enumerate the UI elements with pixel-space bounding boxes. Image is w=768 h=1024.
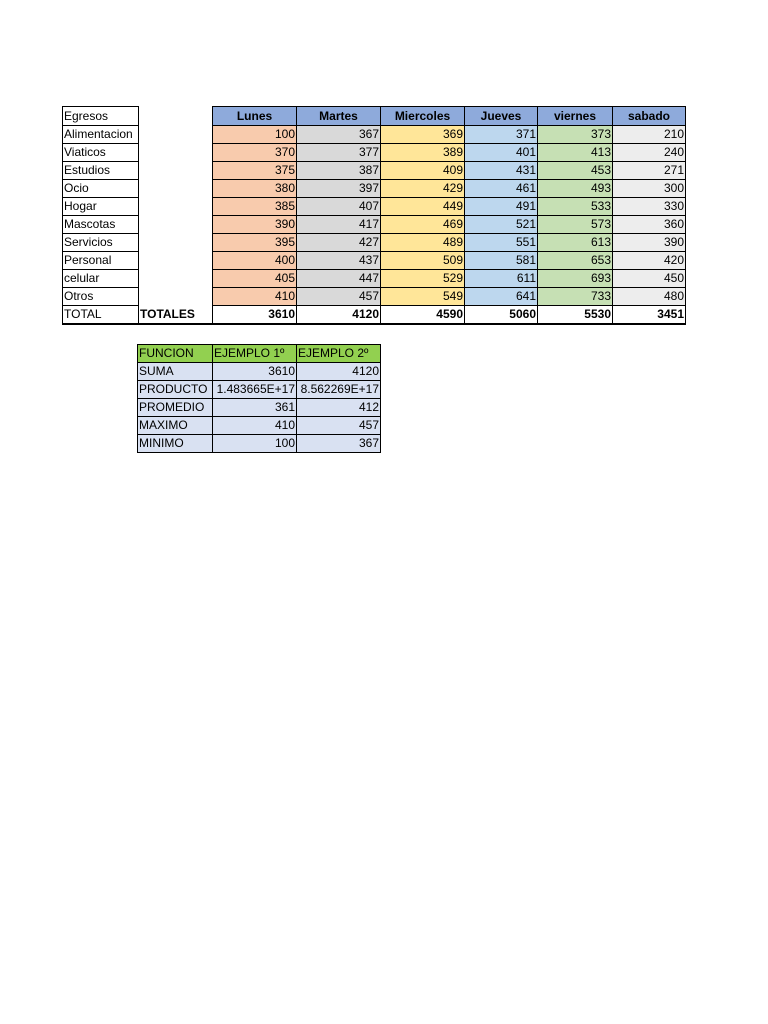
- category-label[interactable]: celular: [63, 270, 139, 288]
- category-label[interactable]: Viaticos: [63, 144, 139, 162]
- total-lunes[interactable]: 3610: [213, 306, 297, 325]
- empty-cell[interactable]: [139, 162, 213, 180]
- ejemplo-1-value[interactable]: 410: [213, 417, 297, 435]
- table-row: [63, 288, 686, 306]
- category-label[interactable]: Alimentacion: [63, 126, 139, 144]
- value-cell-miercoles[interactable]: 369: [381, 126, 465, 144]
- value-cell-sabado[interactable]: 210: [613, 126, 686, 144]
- table-row: [63, 216, 686, 234]
- value-cell-sabado[interactable]: 240: [613, 144, 686, 162]
- ejemplo-2-value[interactable]: 8.562269E+17: [297, 381, 381, 399]
- category-label[interactable]: Ocio: [63, 180, 139, 198]
- value-cell-martes[interactable]: 387: [297, 162, 381, 180]
- value-cell-miercoles[interactable]: 529: [381, 270, 465, 288]
- value-cell-martes[interactable]: 447: [297, 270, 381, 288]
- functions-header-row: [138, 345, 381, 363]
- category-label[interactable]: Hogar: [63, 198, 139, 216]
- value-cell-miercoles[interactable]: 509: [381, 252, 465, 270]
- value-cell-martes[interactable]: 407: [297, 198, 381, 216]
- total-sabado[interactable]: 3451: [613, 306, 686, 325]
- empty-cell[interactable]: [139, 270, 213, 288]
- ejemplo-1-value[interactable]: 361: [213, 399, 297, 417]
- value-cell-lunes[interactable]: 400: [213, 252, 297, 270]
- value-cell-sabado[interactable]: 450: [613, 270, 686, 288]
- day-header-jueves[interactable]: Jueves: [465, 107, 538, 126]
- value-cell-miercoles[interactable]: 469: [381, 216, 465, 234]
- expenses-table: [62, 106, 686, 325]
- value-cell-lunes[interactable]: 375: [213, 162, 297, 180]
- ejemplo-1-header[interactable]: EJEMPLO 1º: [213, 345, 297, 363]
- total-label[interactable]: TOTAL: [63, 306, 139, 325]
- function-label[interactable]: PRODUCTO: [138, 381, 213, 399]
- value-cell-martes[interactable]: 377: [297, 144, 381, 162]
- value-cell-viernes[interactable]: 533: [538, 198, 613, 216]
- value-cell-martes[interactable]: 417: [297, 216, 381, 234]
- category-label[interactable]: Personal: [63, 252, 139, 270]
- function-row: [138, 399, 381, 417]
- value-cell-lunes[interactable]: 395: [213, 234, 297, 252]
- total-jueves[interactable]: 5060: [465, 306, 538, 325]
- function-label[interactable]: MINIMO: [138, 435, 213, 453]
- ejemplo-1-value[interactable]: 1.483665E+17: [213, 381, 297, 399]
- day-header-sabado[interactable]: sabado: [613, 107, 686, 126]
- header-row: [63, 107, 686, 126]
- day-header-lunes[interactable]: Lunes: [213, 107, 297, 126]
- value-cell-viernes[interactable]: 693: [538, 270, 613, 288]
- value-cell-miercoles[interactable]: 489: [381, 234, 465, 252]
- totales-label[interactable]: TOTALES: [139, 306, 213, 325]
- ejemplo-2-value[interactable]: 367: [297, 435, 381, 453]
- value-cell-jueves[interactable]: 551: [465, 234, 538, 252]
- function-row: [138, 417, 381, 435]
- value-cell-viernes[interactable]: 573: [538, 216, 613, 234]
- empty-cell[interactable]: [139, 198, 213, 216]
- category-label[interactable]: Estudios: [63, 162, 139, 180]
- value-cell-lunes[interactable]: 390: [213, 216, 297, 234]
- empty-cell[interactable]: [139, 216, 213, 234]
- value-cell-viernes[interactable]: 493: [538, 180, 613, 198]
- value-cell-jueves[interactable]: 431: [465, 162, 538, 180]
- day-header-martes[interactable]: Martes: [297, 107, 381, 126]
- value-cell-sabado[interactable]: 390: [613, 234, 686, 252]
- value-cell-viernes[interactable]: 613: [538, 234, 613, 252]
- ejemplo-1-value[interactable]: 3610: [213, 363, 297, 381]
- value-cell-lunes[interactable]: 370: [213, 144, 297, 162]
- value-cell-viernes[interactable]: 453: [538, 162, 613, 180]
- ejemplo-2-value[interactable]: 4120: [297, 363, 381, 381]
- totals-row: [63, 306, 686, 325]
- ejemplo-2-value[interactable]: 457: [297, 417, 381, 435]
- value-cell-martes[interactable]: 367: [297, 126, 381, 144]
- functions-table: [137, 344, 381, 453]
- value-cell-sabado[interactable]: 300: [613, 180, 686, 198]
- total-viernes[interactable]: 5530: [538, 306, 613, 325]
- value-cell-martes[interactable]: 427: [297, 234, 381, 252]
- empty-cell[interactable]: [139, 180, 213, 198]
- empty-cell[interactable]: [139, 234, 213, 252]
- value-cell-sabado[interactable]: 360: [613, 216, 686, 234]
- value-cell-lunes[interactable]: 380: [213, 180, 297, 198]
- table-row: [63, 252, 686, 270]
- table-row: [63, 126, 686, 144]
- value-cell-lunes[interactable]: 405: [213, 270, 297, 288]
- empty-cell[interactable]: [139, 107, 213, 126]
- ejemplo-1-value[interactable]: 100: [213, 435, 297, 453]
- value-cell-jueves[interactable]: 641: [465, 288, 538, 306]
- function-row: [138, 363, 381, 381]
- value-cell-jueves[interactable]: 521: [465, 216, 538, 234]
- table-row: [63, 162, 686, 180]
- value-cell-miercoles[interactable]: 449: [381, 198, 465, 216]
- day-header-viernes[interactable]: viernes: [538, 107, 613, 126]
- value-cell-viernes[interactable]: 653: [538, 252, 613, 270]
- total-martes[interactable]: 4120: [297, 306, 381, 325]
- value-cell-viernes[interactable]: 413: [538, 144, 613, 162]
- table-row: [63, 234, 686, 252]
- value-cell-sabado[interactable]: 480: [613, 288, 686, 306]
- value-cell-sabado[interactable]: 420: [613, 252, 686, 270]
- ejemplo-2-value[interactable]: 412: [297, 399, 381, 417]
- table-row: [63, 198, 686, 216]
- value-cell-jueves[interactable]: 461: [465, 180, 538, 198]
- empty-cell[interactable]: [139, 288, 213, 306]
- value-cell-jueves[interactable]: 581: [465, 252, 538, 270]
- day-header-miercoles[interactable]: Miercoles: [381, 107, 465, 126]
- value-cell-jueves[interactable]: 611: [465, 270, 538, 288]
- value-cell-martes[interactable]: 457: [297, 288, 381, 306]
- category-label[interactable]: Otros: [63, 288, 139, 306]
- value-cell-sabado[interactable]: 330: [613, 198, 686, 216]
- value-cell-miercoles[interactable]: 389: [381, 144, 465, 162]
- function-row: [138, 435, 381, 453]
- value-cell-jueves[interactable]: 491: [465, 198, 538, 216]
- value-cell-miercoles[interactable]: 549: [381, 288, 465, 306]
- function-row: [138, 381, 381, 399]
- empty-cell[interactable]: [139, 126, 213, 144]
- table-row: [63, 180, 686, 198]
- total-miercoles[interactable]: 4590: [381, 306, 465, 325]
- corner-label[interactable]: Egresos: [63, 107, 139, 126]
- value-cell-lunes[interactable]: 385: [213, 198, 297, 216]
- ejemplo-2-header[interactable]: EJEMPLO 2º: [297, 345, 381, 363]
- value-cell-miercoles[interactable]: 429: [381, 180, 465, 198]
- value-cell-viernes[interactable]: 373: [538, 126, 613, 144]
- function-label[interactable]: MAXIMO: [138, 417, 213, 435]
- value-cell-jueves[interactable]: 401: [465, 144, 538, 162]
- value-cell-lunes[interactable]: 410: [213, 288, 297, 306]
- table-row: [63, 270, 686, 288]
- value-cell-sabado[interactable]: 271: [613, 162, 686, 180]
- value-cell-viernes[interactable]: 733: [538, 288, 613, 306]
- function-label[interactable]: SUMA: [138, 363, 213, 381]
- category-label[interactable]: Mascotas: [63, 216, 139, 234]
- empty-cell[interactable]: [139, 252, 213, 270]
- value-cell-lunes[interactable]: 100: [213, 126, 297, 144]
- value-cell-miercoles[interactable]: 409: [381, 162, 465, 180]
- empty-cell[interactable]: [139, 144, 213, 162]
- value-cell-martes[interactable]: 437: [297, 252, 381, 270]
- value-cell-martes[interactable]: 397: [297, 180, 381, 198]
- function-label[interactable]: PROMEDIO: [138, 399, 213, 417]
- category-label[interactable]: Servicios: [63, 234, 139, 252]
- value-cell-jueves[interactable]: 371: [465, 126, 538, 144]
- table-row: [63, 144, 686, 162]
- funcion-header[interactable]: FUNCION: [138, 345, 213, 363]
